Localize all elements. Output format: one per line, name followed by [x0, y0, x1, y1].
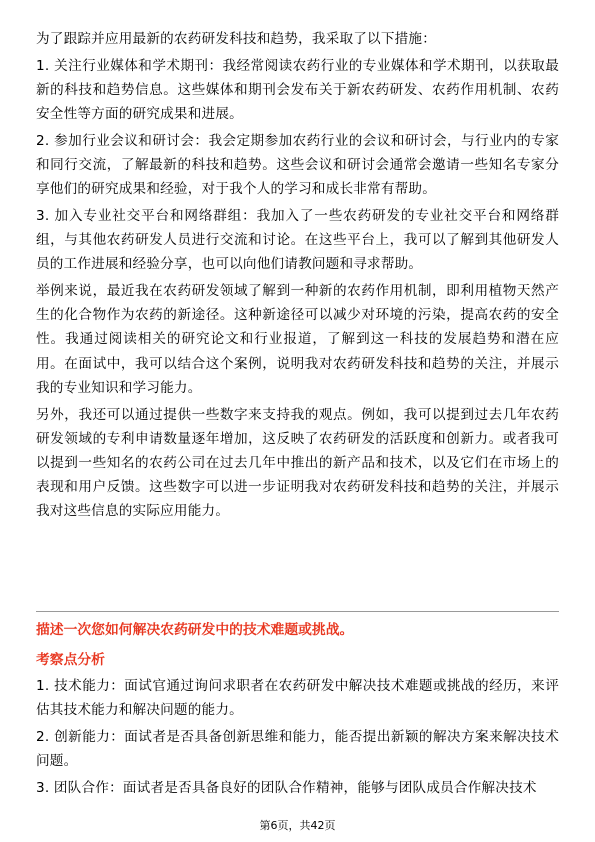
question-title: 描述一次您如何解决农药研发中的技术难题或挑战。 [36, 622, 354, 638]
analysis-point: 3. 团队合作：面试者是否具备良好的团队合作精神，能够与团队成员合作解决技术 [36, 779, 537, 796]
analysis-point: 1. 技术能力：面试官通过询问求职者在农药研发中解决技术难题或挑战的经历，来评估其技术能力和解决问题的能力。 [36, 678, 559, 719]
section-divider [36, 611, 559, 612]
body-paragraph: 2. 参加行业会议和研讨会：我会定期参加农药行业的会议和研讨会，与行业内的专家和同行交流，了解最新的科技和趋势。这些会议和研讨会通常会邀请一些知名专家分享他们的研究成果和经验，对于我个人的学习和成长非常有帮助。 [36, 132, 559, 198]
body-paragraph: 另外，我还可以通过提供一些数字来支持我的观点。例如，我可以提到过去几年农药研发领域的专利申请数量逐年增加，这反映了农药研发的活跃度和创新力。或者我可以提到一些知名的农药公司在过去几年中推出的新产品和技术，以及它们在市场上的表现和用户反馈。这些数字可以进一步证明我对农药研发科技和趋势的关注，并展示我对这些信息的实际应用能力。 [36, 406, 559, 520]
analysis-point: 2. 创新能力：面试者是否具备创新思维和能力，能否提出新颖的解决方案来解决技术问题。 [36, 728, 559, 770]
body-paragraph: 举例来说，最近我在农药研发领域了解到一种新的农药作用机制，即利用植物天然产生的化合物作为农药的新途径。这种新途径可以减少对环境的污染，提高农药的安全性。我通过阅读相关的研究论文和行业报道，了解到这一科技的发展趋势和潜在应用。在面试中，我可以结合这个案例，说明我对农药研发科技和趋势的关注，并展示我的专业知识和学习能力。 [36, 283, 559, 396]
body-paragraph: 为了跟踪并应用最新的农药研发科技和趋势，我采取了以下措施： [36, 31, 437, 47]
page-number: 第6页，共42页 [259, 819, 336, 832]
next-question-section [36, 618, 559, 803]
analysis-heading: 考察点分析 [36, 652, 105, 668]
answer-body [36, 27, 559, 526]
body-paragraph: 3. 加入专业社交平台和网络群组：我加入了一些农药研发的专业社交平台和网络群组，与其他农药研发人员进行交流和讨论。在这些平台上，我可以了解到其他研发人员的工作进展和经验分享，也可以向他们请教问题和寻求帮助。 [36, 207, 559, 273]
body-paragraph: 1. 关注行业媒体和学术期刊：我经常阅读农药行业的专业媒体和学术期刊，以获取最新的科技和趋势信息。这些媒体和期刊会发布关于新农药研发、农药作用机制、农药安全性等方面的研究成果和进展。 [36, 57, 559, 123]
